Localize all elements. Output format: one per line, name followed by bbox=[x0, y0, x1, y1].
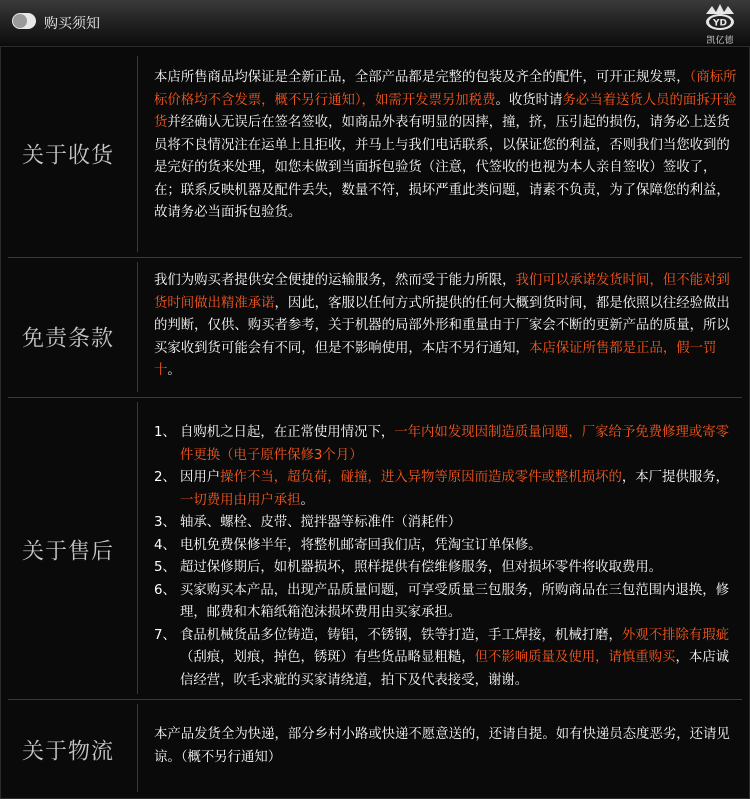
highlight-text: 我们可以承诺发货时间，但不能对到货时间做出精准承诺 bbox=[154, 273, 730, 311]
header-bar bbox=[0, 0, 750, 47]
item-number: 3、 bbox=[154, 515, 176, 530]
item-number: 2、 bbox=[154, 470, 176, 485]
divider bbox=[137, 56, 138, 252]
list-item bbox=[154, 422, 739, 467]
section-label-receipt: 关于收货 bbox=[21, 143, 114, 169]
list-item bbox=[154, 535, 739, 558]
section-label-disclaimer: 免责条款 bbox=[21, 326, 114, 352]
highlight-text: 操作不当，超负荷，碰撞，进入异物等原因而造成零件或整机损坏的 bbox=[220, 470, 622, 485]
text: 。 bbox=[300, 492, 314, 508]
item-number: 7、 bbox=[154, 627, 176, 643]
text: 自购机之日起，在正常使用情况下， bbox=[180, 425, 395, 440]
item-number: 4、 bbox=[154, 537, 176, 553]
divider bbox=[8, 699, 742, 700]
list-item bbox=[154, 625, 739, 693]
text: （刮痕，划痕，掉色，锈斑）有些货品略显粗糙， bbox=[180, 650, 475, 665]
divider bbox=[8, 257, 742, 258]
logistics-paragraph bbox=[154, 724, 739, 769]
text: 食品机械货品多位铸造，铸铝，不锈钢，铁等打造，手工焊接，机械打磨， bbox=[180, 627, 622, 643]
text: 电机免费保修半年，将整机邮寄回我们店，凭淘宝订单保修。 bbox=[180, 537, 542, 553]
text: 因用户 bbox=[180, 470, 221, 485]
highlight-text: 外观不排除有瑕疵 bbox=[621, 627, 730, 643]
item-number: 1、 bbox=[154, 425, 176, 440]
page-title: 购买须知 bbox=[44, 16, 100, 32]
text: 买家购买本产品，出现产品质量问题，可享受质量三包服务，所购商品在三包范围内退换，修理，邮费和木箱纸箱泡沫损坏费用由买家承担。 bbox=[180, 582, 730, 620]
list-item bbox=[154, 512, 739, 535]
item-number: 5、 bbox=[154, 560, 176, 575]
divider bbox=[137, 704, 138, 792]
crown-icon bbox=[698, 2, 742, 34]
list-item bbox=[154, 580, 739, 625]
list-item bbox=[154, 557, 739, 580]
text: 。 bbox=[167, 363, 181, 378]
highlight-text: 一年内如发现因制造质量问题，厂家给予免费修理或寄零件更换（电子原件保修3个月） bbox=[180, 425, 730, 463]
divider bbox=[137, 262, 138, 392]
text: 超过保修期后，如机器损坏，照样提供有偿维修服务，但对损坏零件将收取费用。 bbox=[180, 560, 663, 575]
text: 我们为购买者提供安全便捷的运输服务，然而受于能力所限， bbox=[154, 273, 516, 288]
section-label-logistics: 关于物流 bbox=[21, 739, 114, 765]
brand-logo bbox=[698, 2, 742, 44]
text: ，因此，客服以任何方式所提供的任何大概到货时间，都是依照以往经验做出的判断，仅供、购买者参考，关于机器的局部外形和重量由于厂家会不断的更新产品的质量，所以买家收到货可能会有不同，但是不影响使用，本店不另行通知， bbox=[154, 295, 730, 356]
disclaimer-paragraph bbox=[154, 270, 739, 383]
text: ，本厂提供服务， bbox=[621, 470, 730, 485]
aftersale-list bbox=[154, 422, 739, 692]
item-number: 6、 bbox=[154, 582, 176, 598]
text: 本店所售商品均保证是全新正品，全部产品都是完整的包装及齐全的配件，可开正规发票， bbox=[154, 70, 690, 85]
receipt-paragraph bbox=[154, 67, 739, 225]
text: 本产品发货全为快递，部分乡村小路或快递不愿意送的，还请自提。如有快递员态度恶劣，还请见谅。（概不另行通知） bbox=[154, 727, 730, 765]
highlight-text: 务必当着送货人员的面拆开验货 bbox=[154, 92, 737, 130]
text: 并经确认无误后在签名签收，如商品外表有明显的因摔，撞，挤，压引起的损伤，请务必上送货员将不良情况注在运单上且拒收，并马上与我们电话联系，以保证您的利益，否则我们当您收到的是完好的货来处理，如您未做到当面拆包验货（注意，代签收的也视为本人亲自签收）签收了，在；联系反映机器及配件丢失，数量不符，损坏严重此类问题，请素不负责，为了保障您的利益，故请务必当面拆包验货。 bbox=[154, 115, 730, 220]
text: ，本店诚信经营，吹毛求疵的买家请绕道，拍下及代表接受，谢谢。 bbox=[180, 650, 730, 688]
logo-text: 凯亿德 bbox=[706, 36, 734, 46]
aftersale-list-container bbox=[154, 422, 739, 692]
highlight-text: 但不影响质量及使用，请慎重购买 bbox=[474, 650, 676, 665]
text: 轴承、螺栓、皮带、搅拌器等标准件（消耗件） bbox=[180, 515, 462, 530]
text: 。收货时请 bbox=[495, 92, 563, 108]
toggle-icon bbox=[12, 13, 36, 29]
list-item bbox=[154, 467, 739, 512]
divider bbox=[8, 397, 742, 398]
highlight-text: （商标所标价格均不含发票，概不另行通知），如需开发票另加税费 bbox=[154, 70, 737, 108]
highlight-text: 一切费用由用户承担 bbox=[180, 492, 301, 508]
svg-text:YD: YD bbox=[713, 18, 727, 29]
highlight-text: 本店保证所售都是正品，假一罚十 bbox=[154, 340, 717, 378]
divider bbox=[137, 402, 138, 694]
section-label-aftersale: 关于售后 bbox=[21, 539, 114, 565]
